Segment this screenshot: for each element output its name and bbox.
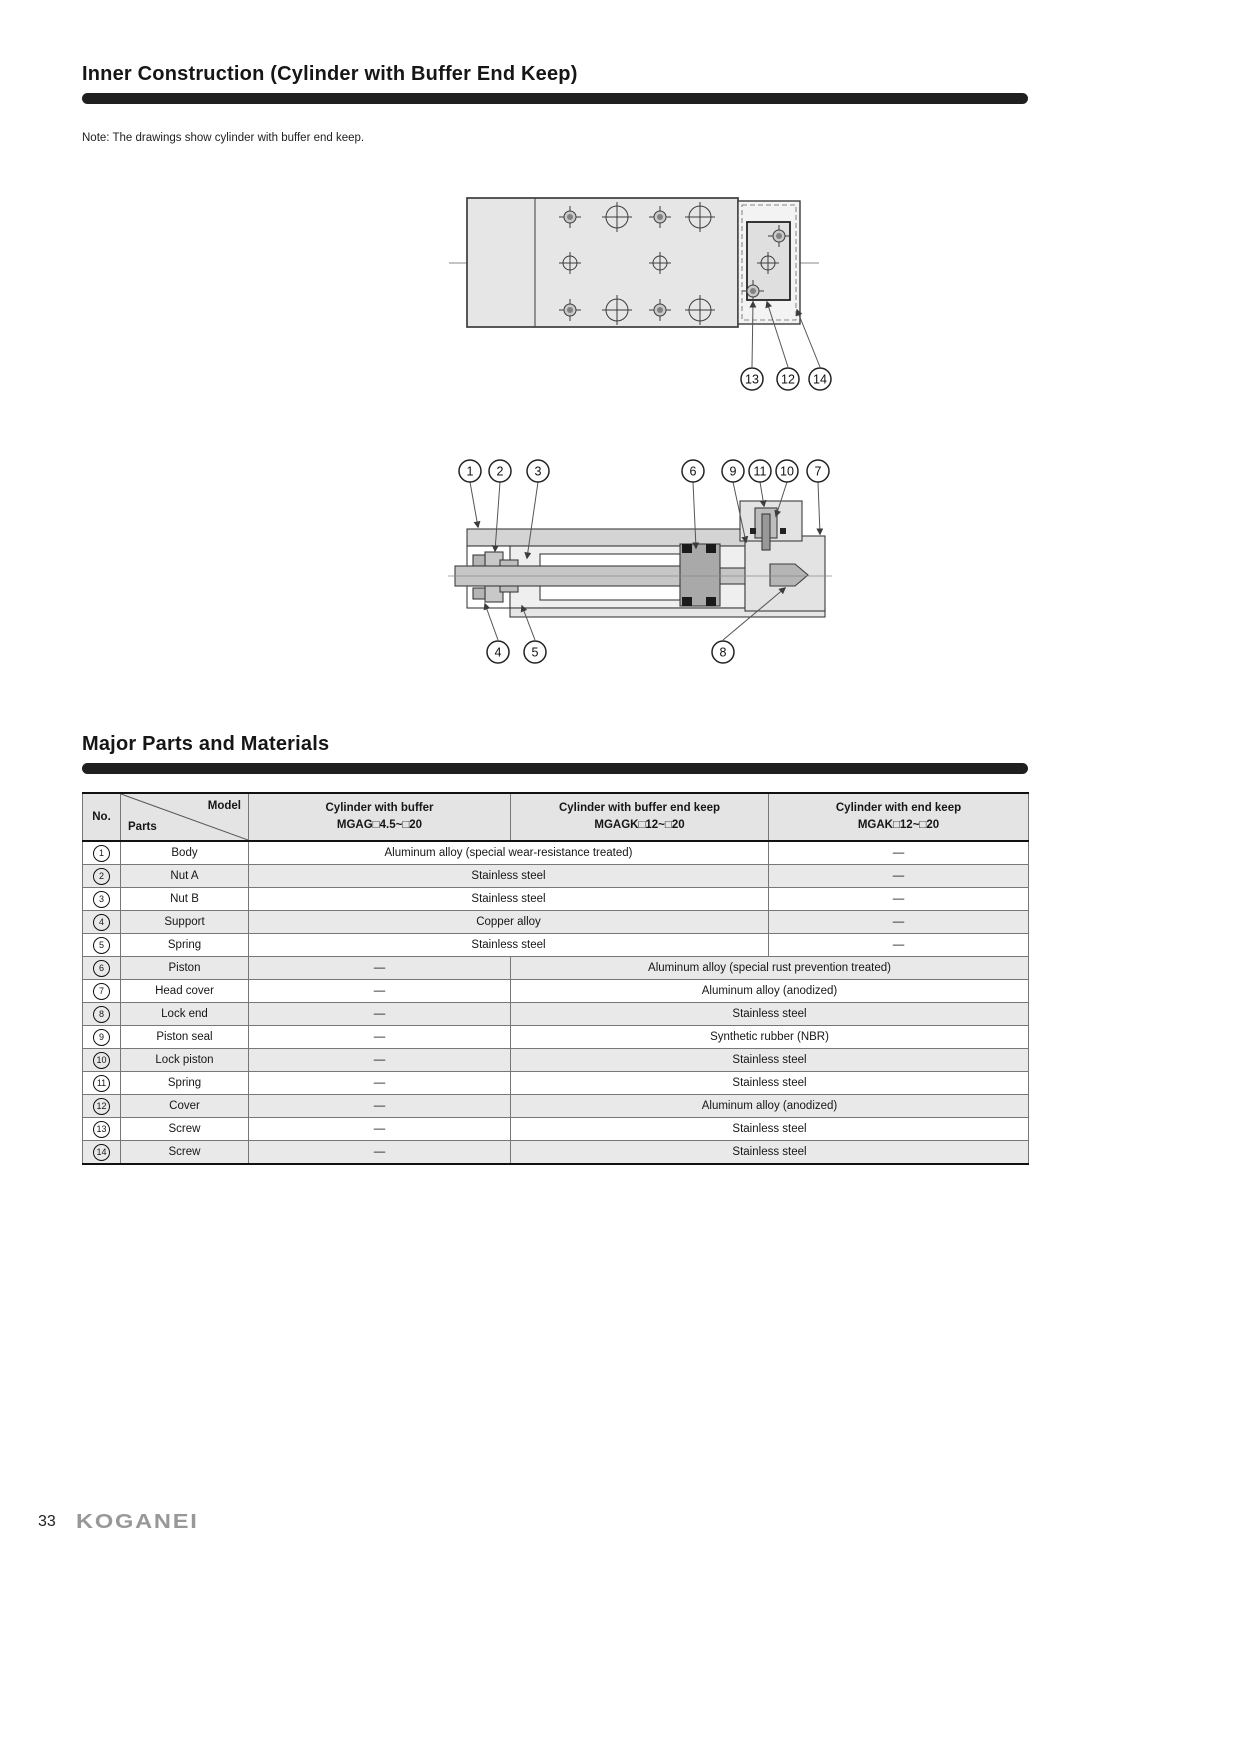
- material-cell: Copper alloy: [249, 911, 769, 934]
- material-cell: —: [249, 1118, 511, 1141]
- material-cell: —: [249, 1049, 511, 1072]
- material-cell: —: [249, 1141, 511, 1165]
- svg-text:3: 3: [534, 464, 542, 479]
- part-name-cell: Screw: [121, 1141, 249, 1165]
- material-cell: Stainless steel: [511, 1141, 1029, 1165]
- part-number-badge: 11: [93, 1075, 110, 1092]
- callout-3: [527, 460, 549, 482]
- svg-text:5: 5: [531, 645, 539, 660]
- material-cell: —: [769, 888, 1029, 911]
- part-number-badge: 13: [93, 1121, 110, 1138]
- part-name-cell: Body: [121, 841, 249, 865]
- material-cell: —: [249, 957, 511, 980]
- part-no-cell: [83, 934, 121, 957]
- lock-stem: [762, 514, 770, 550]
- part-number-badge: 7: [93, 983, 110, 1000]
- material-cell: Synthetic rubber (NBR): [511, 1026, 1029, 1049]
- callout-6: [682, 460, 704, 482]
- material-cell: —: [249, 1095, 511, 1118]
- table-row: [83, 1049, 1029, 1072]
- material-cell: Stainless steel: [249, 888, 769, 911]
- callout-11: [749, 460, 771, 482]
- model-label: Model: [207, 800, 241, 812]
- callout-14: [809, 368, 831, 390]
- table-row: [83, 1003, 1029, 1026]
- page-number: 33: [38, 1513, 56, 1530]
- part-number-badge: 4: [93, 914, 110, 931]
- part-number-badge: 1: [93, 845, 110, 862]
- part-name-cell: Nut A: [121, 865, 249, 888]
- part-no-cell: [83, 957, 121, 980]
- title-rule-bar: [82, 93, 1028, 104]
- table-row: [83, 841, 1029, 865]
- svg-text:4: 4: [494, 645, 502, 660]
- part-name-cell: Screw: [121, 1118, 249, 1141]
- part-name-cell: Piston seal: [121, 1026, 249, 1049]
- part-name-cell: Nut B: [121, 888, 249, 911]
- material-cell: —: [769, 841, 1029, 865]
- svg-text:1: 1: [466, 464, 474, 479]
- svg-text:10: 10: [780, 464, 794, 479]
- table-row: [83, 1141, 1029, 1165]
- material-cell: —: [249, 1026, 511, 1049]
- table-row: [83, 934, 1029, 957]
- callout-7: [807, 460, 829, 482]
- svg-text:12: 12: [781, 372, 795, 387]
- table-row: [83, 1072, 1029, 1095]
- part-no-cell: [83, 911, 121, 934]
- material-cell: —: [769, 911, 1029, 934]
- part-no-cell: [83, 1118, 121, 1141]
- part-no-cell: [83, 1095, 121, 1118]
- part-number-badge: 5: [93, 937, 110, 954]
- material-cell: Aluminum alloy (special rust prevention treated): [511, 957, 1029, 980]
- page-title: Inner Construction (Cylinder with Buffer End Keep): [82, 63, 578, 85]
- table-row: [83, 1026, 1029, 1049]
- part-number-badge: 2: [93, 868, 110, 885]
- support-part: [473, 555, 485, 566]
- part-name-cell: Cover: [121, 1095, 249, 1118]
- table-row: [83, 1095, 1029, 1118]
- material-cell: —: [249, 1003, 511, 1026]
- table-row: [83, 865, 1029, 888]
- parts-label: Parts: [128, 821, 157, 834]
- part-name-cell: Piston: [121, 957, 249, 980]
- callout-5: [524, 641, 546, 663]
- part-number-badge: 8: [93, 1006, 110, 1023]
- svg-text:11: 11: [753, 464, 767, 479]
- cylinder-section-view-drawing: [440, 456, 840, 668]
- table-row: [83, 980, 1029, 1003]
- col-header-cylinder-with-end-keep: Cylinder with end keep MGAK□12~□20: [769, 793, 1029, 841]
- part-no-cell: [83, 1141, 121, 1165]
- table-row: [83, 911, 1029, 934]
- svg-text:6: 6: [689, 464, 697, 479]
- part-name-cell: Spring: [121, 934, 249, 957]
- part-no-cell: [83, 980, 121, 1003]
- col-header-cylinder-with-buffer-end-keep: Cylinder with buffer end keep MGAGK□12~□20: [511, 793, 769, 841]
- callout-9: [722, 460, 744, 482]
- material-cell: Stainless steel: [249, 865, 769, 888]
- callout-4: [487, 641, 509, 663]
- part-no-cell: [83, 1003, 121, 1026]
- callout-13: [741, 368, 763, 390]
- part-name-cell: Head cover: [121, 980, 249, 1003]
- parts-table-body: [83, 841, 1029, 1164]
- material-cell: Stainless steel: [249, 934, 769, 957]
- material-cell: Aluminum alloy (anodized): [511, 1095, 1029, 1118]
- callout-8: [712, 641, 734, 663]
- part-no-cell: [83, 1049, 121, 1072]
- col-header-cylinder-with-buffer: Cylinder with buffer MGAG□4.5~□20: [249, 793, 511, 841]
- material-cell: Aluminum alloy (anodized): [511, 980, 1029, 1003]
- svg-text:13: 13: [745, 372, 759, 387]
- svg-text:14: 14: [813, 372, 827, 387]
- svg-text:7: 7: [814, 464, 822, 479]
- cylinder-top-view-drawing: [445, 190, 845, 396]
- table-row: [83, 1118, 1029, 1141]
- material-cell: Stainless steel: [511, 1118, 1029, 1141]
- material-cell: —: [769, 934, 1029, 957]
- parts-materials-table: [82, 792, 1029, 1165]
- material-cell: —: [249, 1072, 511, 1095]
- table-row: [83, 888, 1029, 911]
- koganei-logo: KOGANEI: [76, 1511, 199, 1533]
- spring-part: [473, 588, 485, 599]
- table-header-row: [83, 793, 1029, 841]
- part-name-cell: Support: [121, 911, 249, 934]
- part-number-badge: 6: [93, 960, 110, 977]
- material-cell: Stainless steel: [511, 1072, 1029, 1095]
- part-no-cell: [83, 865, 121, 888]
- parts-materials-table-wrap: [82, 792, 1028, 1165]
- piston: [680, 544, 720, 606]
- part-no-cell: [83, 841, 121, 865]
- part-name-cell: Lock end: [121, 1003, 249, 1026]
- part-no-cell: [83, 1026, 121, 1049]
- material-cell: Stainless steel: [511, 1049, 1029, 1072]
- svg-text:2: 2: [496, 464, 504, 479]
- callout-12: [777, 368, 799, 390]
- part-number-badge: 14: [93, 1144, 110, 1161]
- table-row: [83, 957, 1029, 980]
- callout-2: [489, 460, 511, 482]
- part-number-badge: 3: [93, 891, 110, 908]
- part-no-cell: [83, 888, 121, 911]
- material-cell: Stainless steel: [511, 1003, 1029, 1026]
- callout-10: [776, 460, 798, 482]
- col-header-parts-model: [121, 793, 249, 841]
- col-header-no: No.: [83, 793, 121, 841]
- part-no-cell: [83, 1072, 121, 1095]
- drawing-note: Note: The drawings show cylinder with buffer end keep.: [82, 132, 365, 144]
- part-number-badge: 12: [93, 1098, 110, 1115]
- callout-1: [459, 460, 481, 482]
- svg-text:9: 9: [729, 464, 737, 479]
- part-name-cell: Spring: [121, 1072, 249, 1095]
- part-name-cell: Lock piston: [121, 1049, 249, 1072]
- material-cell: Aluminum alloy (special wear-resistance treated): [249, 841, 769, 865]
- parts-section-rule-bar: [82, 763, 1028, 774]
- part-number-badge: 10: [93, 1052, 110, 1069]
- parts-section-title: Major Parts and Materials: [82, 733, 330, 755]
- material-cell: —: [249, 980, 511, 1003]
- material-cell: —: [769, 865, 1029, 888]
- svg-text:8: 8: [719, 645, 727, 660]
- slide-table-plate: [467, 529, 772, 546]
- part-number-badge: 9: [93, 1029, 110, 1046]
